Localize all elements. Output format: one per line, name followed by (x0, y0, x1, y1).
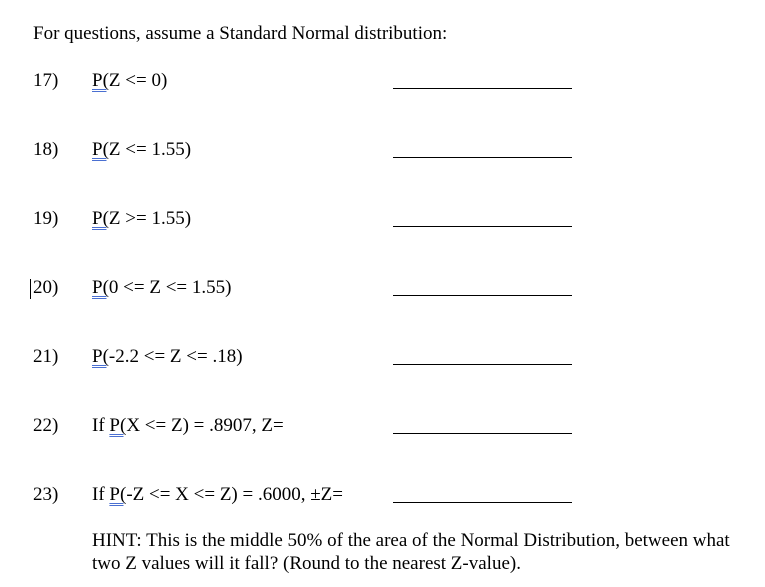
question-number: 17) (33, 70, 59, 91)
question-row-17 (0, 69, 765, 97)
question-row-20 (0, 276, 765, 304)
question-expression: X <= Z) = .8907, Z= (126, 415, 284, 436)
question-text (92, 483, 343, 507)
question-row-22 (0, 414, 765, 442)
answer-blank[interactable] (393, 502, 572, 503)
question-text (92, 276, 231, 300)
question-expression: -Z <= X <= Z) = .6000, ±Z= (126, 484, 343, 505)
question-text (92, 138, 191, 162)
question-number: 23) (33, 484, 59, 505)
probability-prefix: P( (109, 484, 127, 505)
question-prefix: If (92, 484, 110, 505)
question-expression: Z >= 1.55) (108, 208, 192, 229)
probability-prefix: P( (92, 208, 109, 229)
answer-blank[interactable] (393, 364, 572, 365)
answer-blank[interactable] (393, 88, 572, 89)
probability-prefix: P( (92, 70, 109, 91)
answer-blank[interactable] (393, 433, 572, 434)
question-number: 20) (33, 277, 59, 298)
probability-prefix: P( (109, 415, 127, 436)
question-row-18 (0, 138, 765, 166)
question-number: 21) (33, 346, 59, 367)
question-expression: -2.2 <= Z <= .18) (108, 346, 243, 367)
question-number: 19) (33, 208, 59, 229)
probability-prefix: P( (92, 277, 109, 298)
question-text (92, 414, 284, 438)
question-number: 22) (33, 415, 59, 436)
hint-text: HINT: This is the middle 50% of the area of the Normal Distribution, between what two Z values will it fall? (Round to the nearest Z-value). (92, 530, 730, 574)
question-text (92, 69, 167, 93)
question-row-23 (0, 483, 765, 511)
question-number: 18) (33, 139, 59, 160)
probability-prefix: P( (92, 139, 109, 160)
question-expression: Z <= 0) (108, 70, 168, 91)
probability-prefix: P( (92, 346, 109, 367)
question-text (92, 345, 243, 369)
question-text (92, 207, 191, 231)
question-row-21 (0, 345, 765, 373)
answer-blank[interactable] (393, 226, 572, 227)
answer-blank[interactable] (393, 295, 572, 296)
question-expression: Z <= 1.55) (108, 139, 192, 160)
question-expression: 0 <= Z <= 1.55) (108, 277, 232, 298)
question-prefix: If (92, 415, 110, 436)
answer-blank[interactable] (393, 157, 572, 158)
instructions-text: For questions, assume a Standard Normal distribution: (33, 23, 448, 44)
question-row-19 (0, 207, 765, 235)
text-cursor (30, 279, 31, 299)
